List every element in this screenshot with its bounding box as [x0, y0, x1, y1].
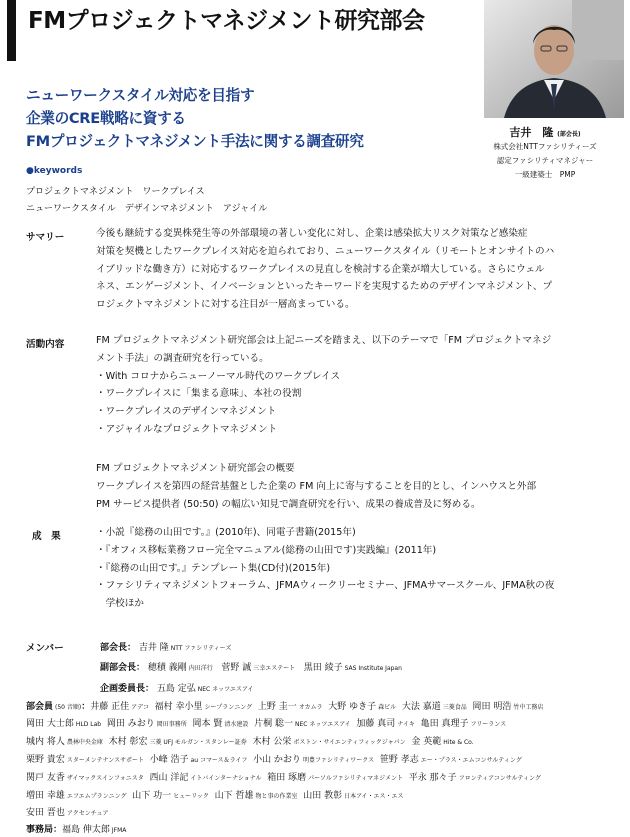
member-org: スターメンテナンスサポート — [66, 757, 144, 764]
portrait-photo — [484, 0, 624, 118]
activity-overview-line: ワークプレイスを第四の経営基盤とした企業の FM 向上に寄与することを目的とし、インハウスと外部 — [96, 480, 537, 492]
leader-name: 五島 定弘 — [156, 684, 196, 694]
member-name: 西山 洋記 — [149, 773, 189, 783]
member-row — [26, 770, 541, 783]
secretariat-name: 福島 伸太郎 — [62, 825, 110, 835]
member-row — [26, 752, 522, 765]
leader-name: 吉井 隆 — [138, 643, 169, 653]
member-row — [26, 805, 109, 818]
members-label: メンバー — [26, 643, 64, 654]
member-org: エフエムプランニング — [66, 793, 127, 800]
leader-name: 黒田 綾子 — [303, 663, 343, 673]
person-name: 吉井 隆 — [509, 126, 554, 139]
secretariat-row — [26, 822, 126, 835]
member-org: 竹中工務店 — [513, 704, 544, 711]
summary-line: 今後も継続する変異株発生等の外部環境の著しい変化に対し、企業は感染拡大リスク対策など感染症 — [96, 228, 528, 239]
member-name: 箱田 琢磨 — [267, 773, 307, 783]
leader-org: SAS Institute Japan — [344, 665, 402, 672]
subtitle-line-2: 企業のCRE戦略に資する — [26, 110, 186, 127]
member-org: ナイキ — [397, 721, 415, 728]
member-org: 三菱 UFJ モルガン・スタンレー証券 — [149, 739, 247, 746]
member-name: 山下 功一 — [132, 791, 172, 801]
activity-overview — [96, 460, 536, 513]
member-org: ザイマックスインフォニスタ — [66, 775, 144, 782]
leader-name: 菅野 誠 — [221, 663, 252, 673]
member-org: アクセンチュア — [66, 810, 109, 817]
member-org: アデコ — [131, 704, 149, 711]
summary-line: ロジェクトマネジメントに対する注目が一層高まっている。 — [96, 299, 355, 311]
member-name: 安田 晋也 — [26, 808, 65, 818]
summary-label: サマリー — [26, 232, 65, 243]
member-org: パーソルファシリティマネジメント — [308, 775, 403, 782]
activity-line: ・ワークプレイスのデザインマネジメント — [96, 406, 277, 418]
member-leader-row — [100, 681, 253, 694]
summary-text — [96, 225, 554, 314]
member-name: 金 英範 — [411, 737, 442, 747]
member-name: 井藤 正佳 — [90, 702, 130, 712]
member-name: 岡田 明浩 — [472, 702, 512, 712]
member-org: ヒューリック — [173, 793, 209, 800]
member-org: NEC ネッツエスアイ — [294, 721, 351, 728]
leader-role: 部会長： — [100, 643, 137, 653]
member-part-note: (50 音順) — [55, 704, 82, 711]
activity-line: ・ワークプレイスに「集まる意味」、本社の役割 — [96, 388, 302, 400]
member-name: 山田 教彰 — [303, 791, 343, 801]
activity-text — [96, 332, 551, 439]
member-leader-row — [100, 640, 231, 653]
keywords-line-2: ニューワークスタイル デザインマネジメント アジャイル — [26, 204, 268, 214]
member-name: 岡田 みおり — [106, 719, 155, 729]
member-org: 日本アイ・エス・エス — [344, 793, 404, 800]
member-org: 明豊ファシリティワークス — [302, 757, 375, 764]
member-row: 部会員 (50 音順)：井藤 正佳 アデコ 福村 幸小里 シープランニング 上野 圭一 オカムラ 大野 ゆき子 森ビル 大法 嘉道 三菱食品 岡田 明浩 竹中工務店 — [26, 702, 544, 712]
member-name: 大法 嘉道 — [401, 702, 441, 712]
subtitle-line-1: ニューワークスタイル対応を目指す — [26, 87, 255, 104]
member-name: 上野 圭一 — [257, 702, 297, 712]
leader-role: 副部会長： — [100, 663, 146, 673]
leader-role: 企画委員長： — [100, 684, 155, 694]
member-name: 城内 将人 — [26, 737, 65, 747]
subtitle-line-3: FMプロジェクトマネジメント手法に関する調査研究 — [26, 133, 364, 150]
person-cert-1: 認定ファシリティマネジャー — [496, 156, 594, 165]
secretariat-org: JFMA — [111, 827, 127, 834]
member-part-label: 部会員 — [26, 702, 54, 712]
activity-line: メント手法」の調査研究を行っている。 — [96, 352, 269, 364]
member-org: オカムラ — [298, 704, 323, 711]
person-role: (部会長) — [557, 131, 581, 138]
leader-org: NEC ネッツエスアイ — [197, 686, 254, 693]
member-name: 福村 幸小里 — [154, 702, 203, 712]
results-line: ・ファシリティマネジメントフォーラム、JFMAウィークリーセミナー、JFMAサマースクール、JFMA秋の夜 — [96, 580, 555, 592]
results-line: ・『総務の山田です。』テンプレート集(CD付)(2015年) — [96, 562, 331, 574]
member-name: 笹野 孝志 — [379, 755, 419, 765]
results-label: 成 果 — [32, 531, 61, 542]
member-name: 木村 彰宏 — [108, 737, 148, 747]
member-org: フリーランス — [470, 721, 507, 728]
member-name: 増田 幸雄 — [26, 791, 65, 801]
member-row — [26, 734, 474, 747]
person-name-row — [470, 124, 620, 140]
activity-line: ・アジャイルなプロジェクトマネジメント — [96, 423, 278, 435]
member-name: 岡田 大士郎 — [26, 719, 74, 729]
member-row — [26, 788, 404, 801]
member-name: 片桐 聡一 — [254, 719, 293, 729]
results-text — [96, 524, 554, 613]
member-name: 亀田 真理子 — [420, 719, 469, 729]
leader-name: 穂積 義剛 — [147, 663, 187, 673]
secretariat-role: 事務局： — [26, 825, 63, 835]
activity-line: ・With コロナからニューノーマル時代のワークプレイス — [96, 370, 341, 382]
activity-overview-line: FM プロジェクトマネジメント研究部会の概要 — [96, 463, 295, 474]
activity-overview-line: PM サービス提供者 (50:50) の幅広い知見で調査研究を行い、成果の養成普及に努める。 — [96, 498, 481, 510]
member-name: 大野 ゆき子 — [328, 702, 377, 712]
member-org: 農林中央金庫 — [66, 739, 103, 746]
leader-org: NTT ファシリティーズ — [170, 645, 232, 652]
member-name: 小山 かおり — [253, 755, 301, 765]
member-name: 山下 哲雄 — [214, 791, 254, 801]
member-org: フロンティアコンサルティング — [458, 775, 541, 782]
member-org: HLD Lab — [75, 721, 102, 728]
summary-line: イブリッドな働き方）に対応するワークプレイスの見直しを検討する企業が増大している。さらにウェル — [96, 263, 545, 275]
member-name: 平永 那々子 — [408, 773, 457, 783]
member-row — [26, 716, 506, 729]
person-company: 株式会社NTTファシリティーズ — [493, 142, 597, 151]
results-line: ・小説『総務の山田です。』(2010年)、同電子書籍(2015年) — [96, 527, 356, 538]
member-org: Hite & Co. — [443, 739, 474, 746]
person-cert-2: 一級建築士 PMP — [514, 170, 576, 179]
member-org: 物と事の作業室 — [255, 793, 298, 800]
member-org: ボストン・サイエンティフィックジャパン — [293, 739, 406, 746]
member-name: 加藤 真司 — [356, 719, 396, 729]
leader-org: 三幸エステート — [253, 665, 296, 672]
portrait-photo-image — [484, 0, 624, 118]
leader-org: 内田洋行 — [188, 665, 213, 672]
member-name: 小峰 浩子 — [149, 755, 189, 765]
member-org: 岡田事務所 — [156, 721, 187, 728]
member-org: 清水建設 — [224, 721, 249, 728]
member-name: 木村 公栄 — [252, 737, 292, 747]
member-org: シープランニング — [204, 704, 253, 711]
member-name: 岡本 賢 — [192, 719, 223, 729]
keywords-label: ●keywords — [26, 166, 83, 176]
keywords-line-1: プロジェクトマネジメント ワークプレイス — [26, 187, 205, 197]
member-org: au コマース＆ライフ — [190, 757, 248, 764]
member-org: エー・プラス・エムコンサルティング — [420, 757, 522, 764]
member-org: イトバインターナショナル — [190, 775, 262, 782]
activity-line: FM プロジェクトマネジメント研究部会は上記ニーズを踏まえ、以下のテーマで「FM プロジェクトマネジ — [96, 335, 552, 346]
title-accent-bar — [7, 0, 16, 61]
member-leader-row — [100, 660, 402, 673]
results-line: ・『オフィス移転業務フロー完全マニュアル(総務の山田です)実践編』(2011年) — [96, 544, 437, 556]
member-name: 関戸 友香 — [26, 773, 65, 783]
activity-label: 活動内容 — [26, 339, 65, 350]
member-name: 栗野 貴宏 — [26, 755, 65, 765]
summary-line: ネス、エンゲージメント、イノベーションといったキーワードを実現するためのデザインマネジメント、プ — [96, 281, 553, 293]
page-title: FMプロジェクトマネジメント研究部会 — [28, 8, 425, 34]
member-org: 森ビル — [378, 704, 397, 711]
summary-line: 対策を契機としたワークプレイス対応を迫られており、ニューワークスタイル（リモートとオンサイトのハ — [96, 245, 555, 257]
results-line: 学校ほか — [96, 598, 144, 610]
member-org: 三菱食品 — [442, 704, 467, 711]
